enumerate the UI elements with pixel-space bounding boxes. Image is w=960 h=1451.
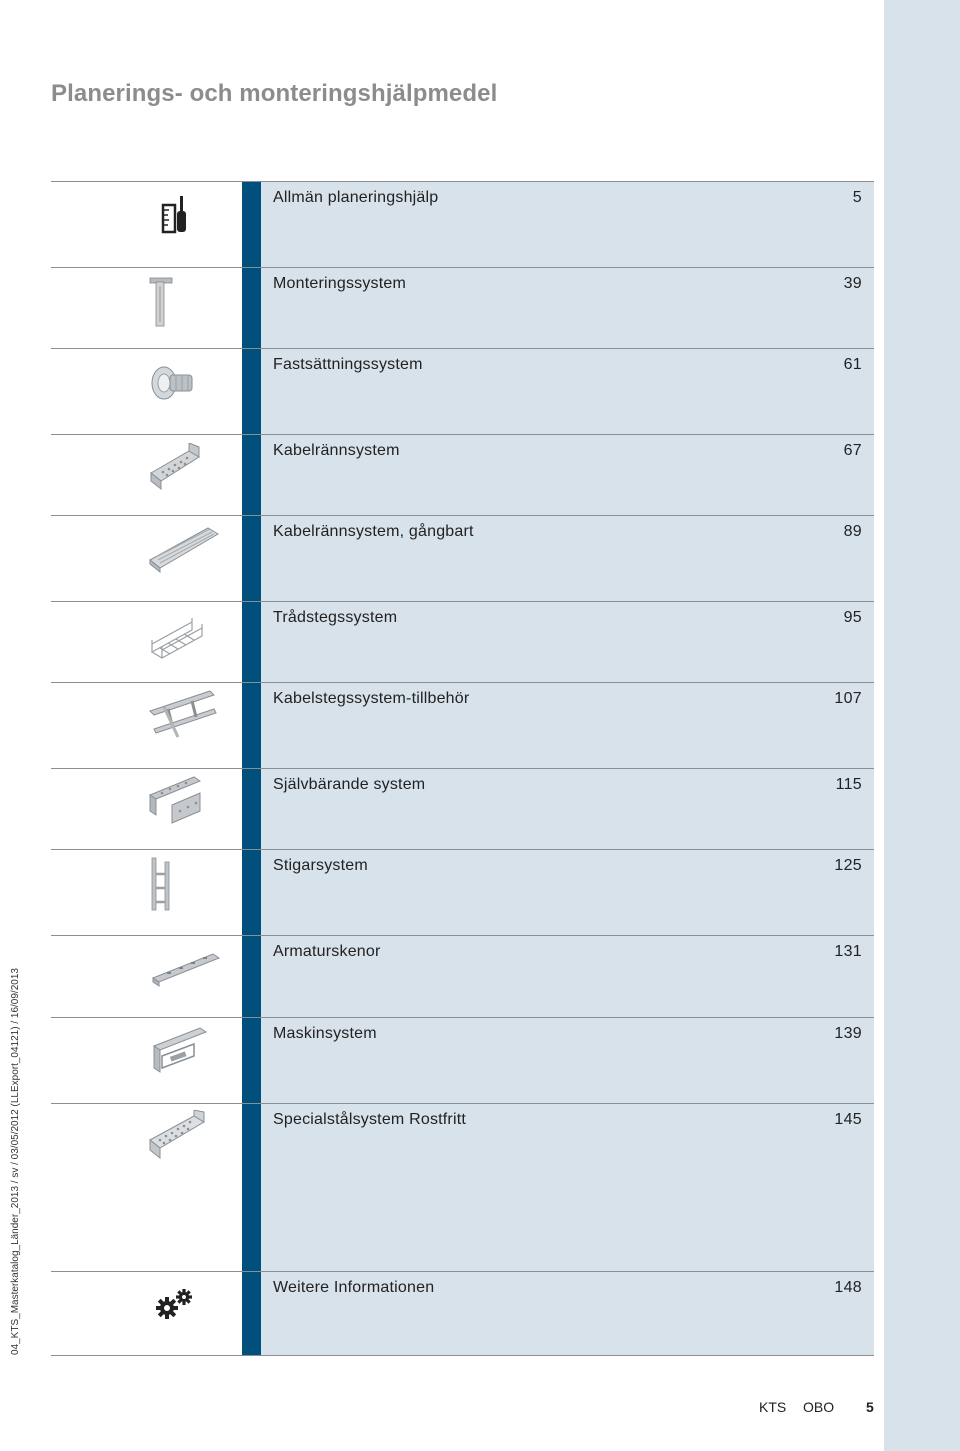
mounting-rail-icon (148, 276, 178, 328)
row-body (261, 769, 874, 849)
toc-page-number: 145 (834, 1111, 862, 1128)
accent-bar (242, 602, 261, 682)
toc-row-monteringssystem[interactable] (51, 267, 874, 348)
toc-label: Stigarsystem (273, 857, 368, 874)
machine-bracket-icon (150, 1024, 210, 1076)
document-reference: 04_KTS_Masterkatalog_Länder_2013 / sv / 03/05/2012 (LLExport_04121) / 16/09/2013 (10, 968, 21, 1355)
toc-label: Specialstålsystem Rostfritt (273, 1111, 467, 1128)
toc-row-weitere-informationen[interactable] (51, 1271, 874, 1356)
thumbnail (51, 683, 242, 768)
self-supporting-tray-icon (148, 775, 204, 829)
thumbnail (51, 349, 242, 434)
toc-page-number: 115 (835, 776, 862, 793)
thumbnail (51, 1018, 242, 1103)
toc-row-kabelrannsystem-gangbart[interactable] (51, 515, 874, 601)
toc-row-armaturskenor[interactable] (51, 935, 874, 1017)
row-body (261, 1272, 874, 1355)
toc-row-kabelstegssystem-tillbehor[interactable] (51, 682, 874, 768)
thumbnail (51, 1272, 242, 1355)
gears-icon (155, 1286, 195, 1322)
thumbnail (51, 182, 242, 267)
toc-row-stigarsystem[interactable] (51, 849, 874, 935)
toc-row-maskinsystem[interactable] (51, 1017, 874, 1103)
accent-bar (242, 1272, 261, 1355)
cable-ladder-icon (148, 689, 218, 741)
riser-ladder-icon (149, 856, 175, 912)
page-title: Planerings- och monteringshjälpmedel (51, 80, 498, 107)
row-body (261, 1104, 874, 1271)
accent-bar (242, 850, 261, 935)
toc-page-number: 125 (834, 857, 862, 874)
footer-brand: OBO (803, 1399, 835, 1415)
toc-page-number: 95 (843, 609, 862, 626)
row-body (261, 268, 874, 348)
luminaire-rail-icon (151, 948, 221, 988)
thumbnail (51, 936, 242, 1017)
thumbnail (51, 1104, 242, 1271)
toc-label: Kabelrännsystem, gångbart (273, 523, 474, 540)
row-body (261, 182, 874, 267)
accent-bar (242, 182, 261, 267)
toc-label: Maskinsystem (273, 1025, 377, 1042)
toc-row-allman-planeringshjalp[interactable] (51, 181, 874, 267)
toc-page-number: 139 (834, 1025, 862, 1042)
side-band (884, 0, 960, 1451)
wire-mesh-tray-icon (148, 610, 204, 662)
toc-page-number: 107 (834, 690, 862, 707)
thumbnail (51, 516, 242, 601)
toc-page-number: 5 (852, 189, 862, 206)
toc-page-number: 39 (843, 275, 862, 292)
toc-row-fastsattningssystem[interactable] (51, 348, 874, 434)
toc-label: Trådstegssystem (273, 609, 398, 626)
thumbnail (51, 435, 242, 515)
toc-page-number: 67 (843, 442, 862, 459)
row-body (261, 349, 874, 434)
accent-bar (242, 936, 261, 1017)
toc-page-number: 148 (834, 1279, 862, 1296)
toc-page-number: 89 (843, 523, 862, 540)
accent-bar (242, 1104, 261, 1271)
row-body (261, 435, 874, 515)
row-body (261, 602, 874, 682)
accent-bar (242, 1018, 261, 1103)
thumbnail (51, 268, 242, 348)
thumbnail (51, 769, 242, 849)
toc-label: Fastsättningssystem (273, 356, 423, 373)
ruler-screwdriver-icon (161, 195, 205, 241)
toc-label: Monteringssystem (273, 275, 407, 292)
row-body (261, 683, 874, 768)
toc-label: Kabelrännsystem (273, 442, 400, 459)
footer-page-number: 5 (866, 1399, 874, 1415)
toc-row-kabelrannsystem[interactable] (51, 434, 874, 515)
row-body (261, 936, 874, 1017)
row-body (261, 850, 874, 935)
accent-bar (242, 268, 261, 348)
toc-row-sjalvbarande-system[interactable] (51, 768, 874, 849)
toc-row-specialstalsystem-rostfritt[interactable] (51, 1103, 874, 1271)
cable-tray-icon (149, 443, 201, 493)
toc-label: Självbärande system (273, 776, 426, 793)
row-body (261, 516, 874, 601)
walkable-tray-icon (148, 524, 220, 574)
thumbnail (51, 850, 242, 935)
toc-label: Weitere Informationen (273, 1279, 435, 1296)
toc-page-number: 61 (843, 356, 862, 373)
anchor-bolt-icon (148, 359, 200, 407)
table-of-contents (51, 181, 874, 1356)
footer-section: KTS (759, 1399, 787, 1415)
accent-bar (242, 435, 261, 515)
stainless-tray-icon (148, 1110, 208, 1164)
accent-bar (242, 516, 261, 601)
toc-label: Armaturskenor (273, 943, 381, 960)
row-body (261, 1018, 874, 1103)
accent-bar (242, 769, 261, 849)
toc-row-tradstegssystem[interactable] (51, 601, 874, 682)
toc-page-number: 131 (834, 943, 862, 960)
accent-bar (242, 683, 261, 768)
thumbnail (51, 602, 242, 682)
accent-bar (242, 349, 261, 434)
toc-label: Kabelstegssystem-tillbehör (273, 690, 470, 707)
toc-label: Allmän planeringshjälp (273, 189, 439, 206)
